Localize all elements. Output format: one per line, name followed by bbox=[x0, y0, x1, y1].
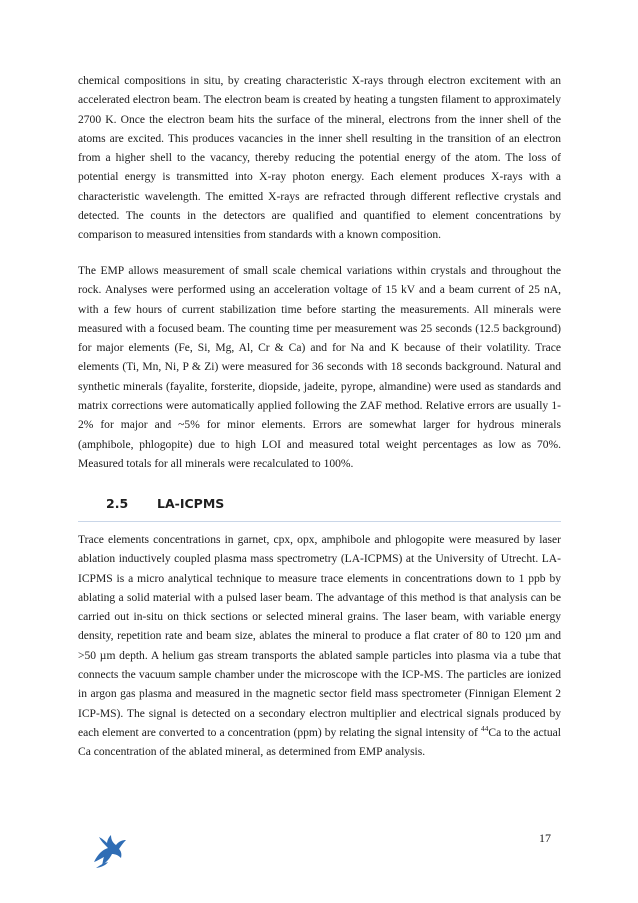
section-title: LA-ICPMS bbox=[157, 496, 225, 511]
paragraph-emp-principle: chemical compositions in situ, by creating characteristic X-rays through electron excitement with an accelerated electron beam. The electron beam is created by heating a tungsten filament to approximately 2700 K. Once the electron beam hits the surface of the mineral, electrons from the inner shell of the atoms are excited. This produces vacancies in the inner shell resulting in the transition of an electron from a higher shell to the vacancy, thereby reducing the potential energy of the atom. The loss of potential energy is transmitted into X-ray photon energy. Each element produces X-rays with a characteristic wavelength. The emitted X-rays are refracted through different reflective crystals and detected. The counts in the detectors are qualified and quantified to element concentrations by comparison to measured intensities from standards with a known composition. bbox=[78, 75, 561, 242]
isotope-superscript: 44 bbox=[480, 723, 489, 733]
paragraph-la-icpms-text: Trace elements concentrations in garnet, cpx, opx, amphibole and phlogopite were measured by laser ablation inductively coupled plasma mass spectrometry (LA-ICPMS) at the University of Utrecht. LA-ICPMS is a micro analytical technique to measure trace elements in concentrations down to 1 ppb by ablating a solid material with a pulsed laser beam. The advantage of this method is that analysis can be carried out in-situ on thick sections or selected mineral grains. The laser beam, with variable energy density, repetition rate and beam size, ablates the mineral to produce a flat crater of 80 to 120 µm and >50 µm depth. A helium gas stream transports the ablated sample particles into plasma via a tube that connects the vacuum sample chamber under the microscope with the ICP-MS. The particles are ionized in argon gas plasma and measured in the magnetic sector field mass spectrometer (Finnigan Element 2 ICP-MS). The signal is detected on a secondary electron multiplier and electrical signals produced by each element are converted to a concentration (ppm) by relating the signal intensity of bbox=[78, 534, 561, 739]
section-heading bbox=[106, 496, 224, 511]
paragraph-la-icpms bbox=[78, 531, 561, 763]
heading-underline bbox=[78, 521, 561, 522]
bird-logo-icon bbox=[88, 832, 128, 870]
paragraph-la-icpms-text-end: Ca to the actual Ca concentration of the ablated mineral, as determined from EMP analysis. bbox=[78, 726, 562, 759]
section-number: 2.5 bbox=[106, 496, 129, 511]
page-number: 17 bbox=[539, 831, 551, 845]
paragraph-emp-measurement: The EMP allows measurement of small scale chemical variations within crystals and throughout the rock. Analyses were performed using an acceleration voltage of 15 kV and a beam current of 25 nA, with a few hours of current stabilization time before starting the measurements. All minerals were measured with a focused beam. The counting time per measurement was 25 seconds (12.5 background) for major elements (Fe, Si, Mg, Al, Cr & Ca) and for Na and K because of their volatility. Trace elements (Ti, Mn, Ni, P & Zi) were measured for 36 seconds with 18 seconds background. Natural and synthetic minerals (fayalite, forsterite, diopside, jadeite, pyrope, almandine) were used as standards and matrix corrections were automatically applied following the ZAF method. Relative errors are usually 1-2% for major and ~5% for minor elements. Errors are somewhat larger for hydrous minerals (amphibole, phlogopite) due to high LOI and measured total weight percentages as low as 70%. Measured totals for all minerals were recalculated to 100%. bbox=[78, 265, 561, 470]
